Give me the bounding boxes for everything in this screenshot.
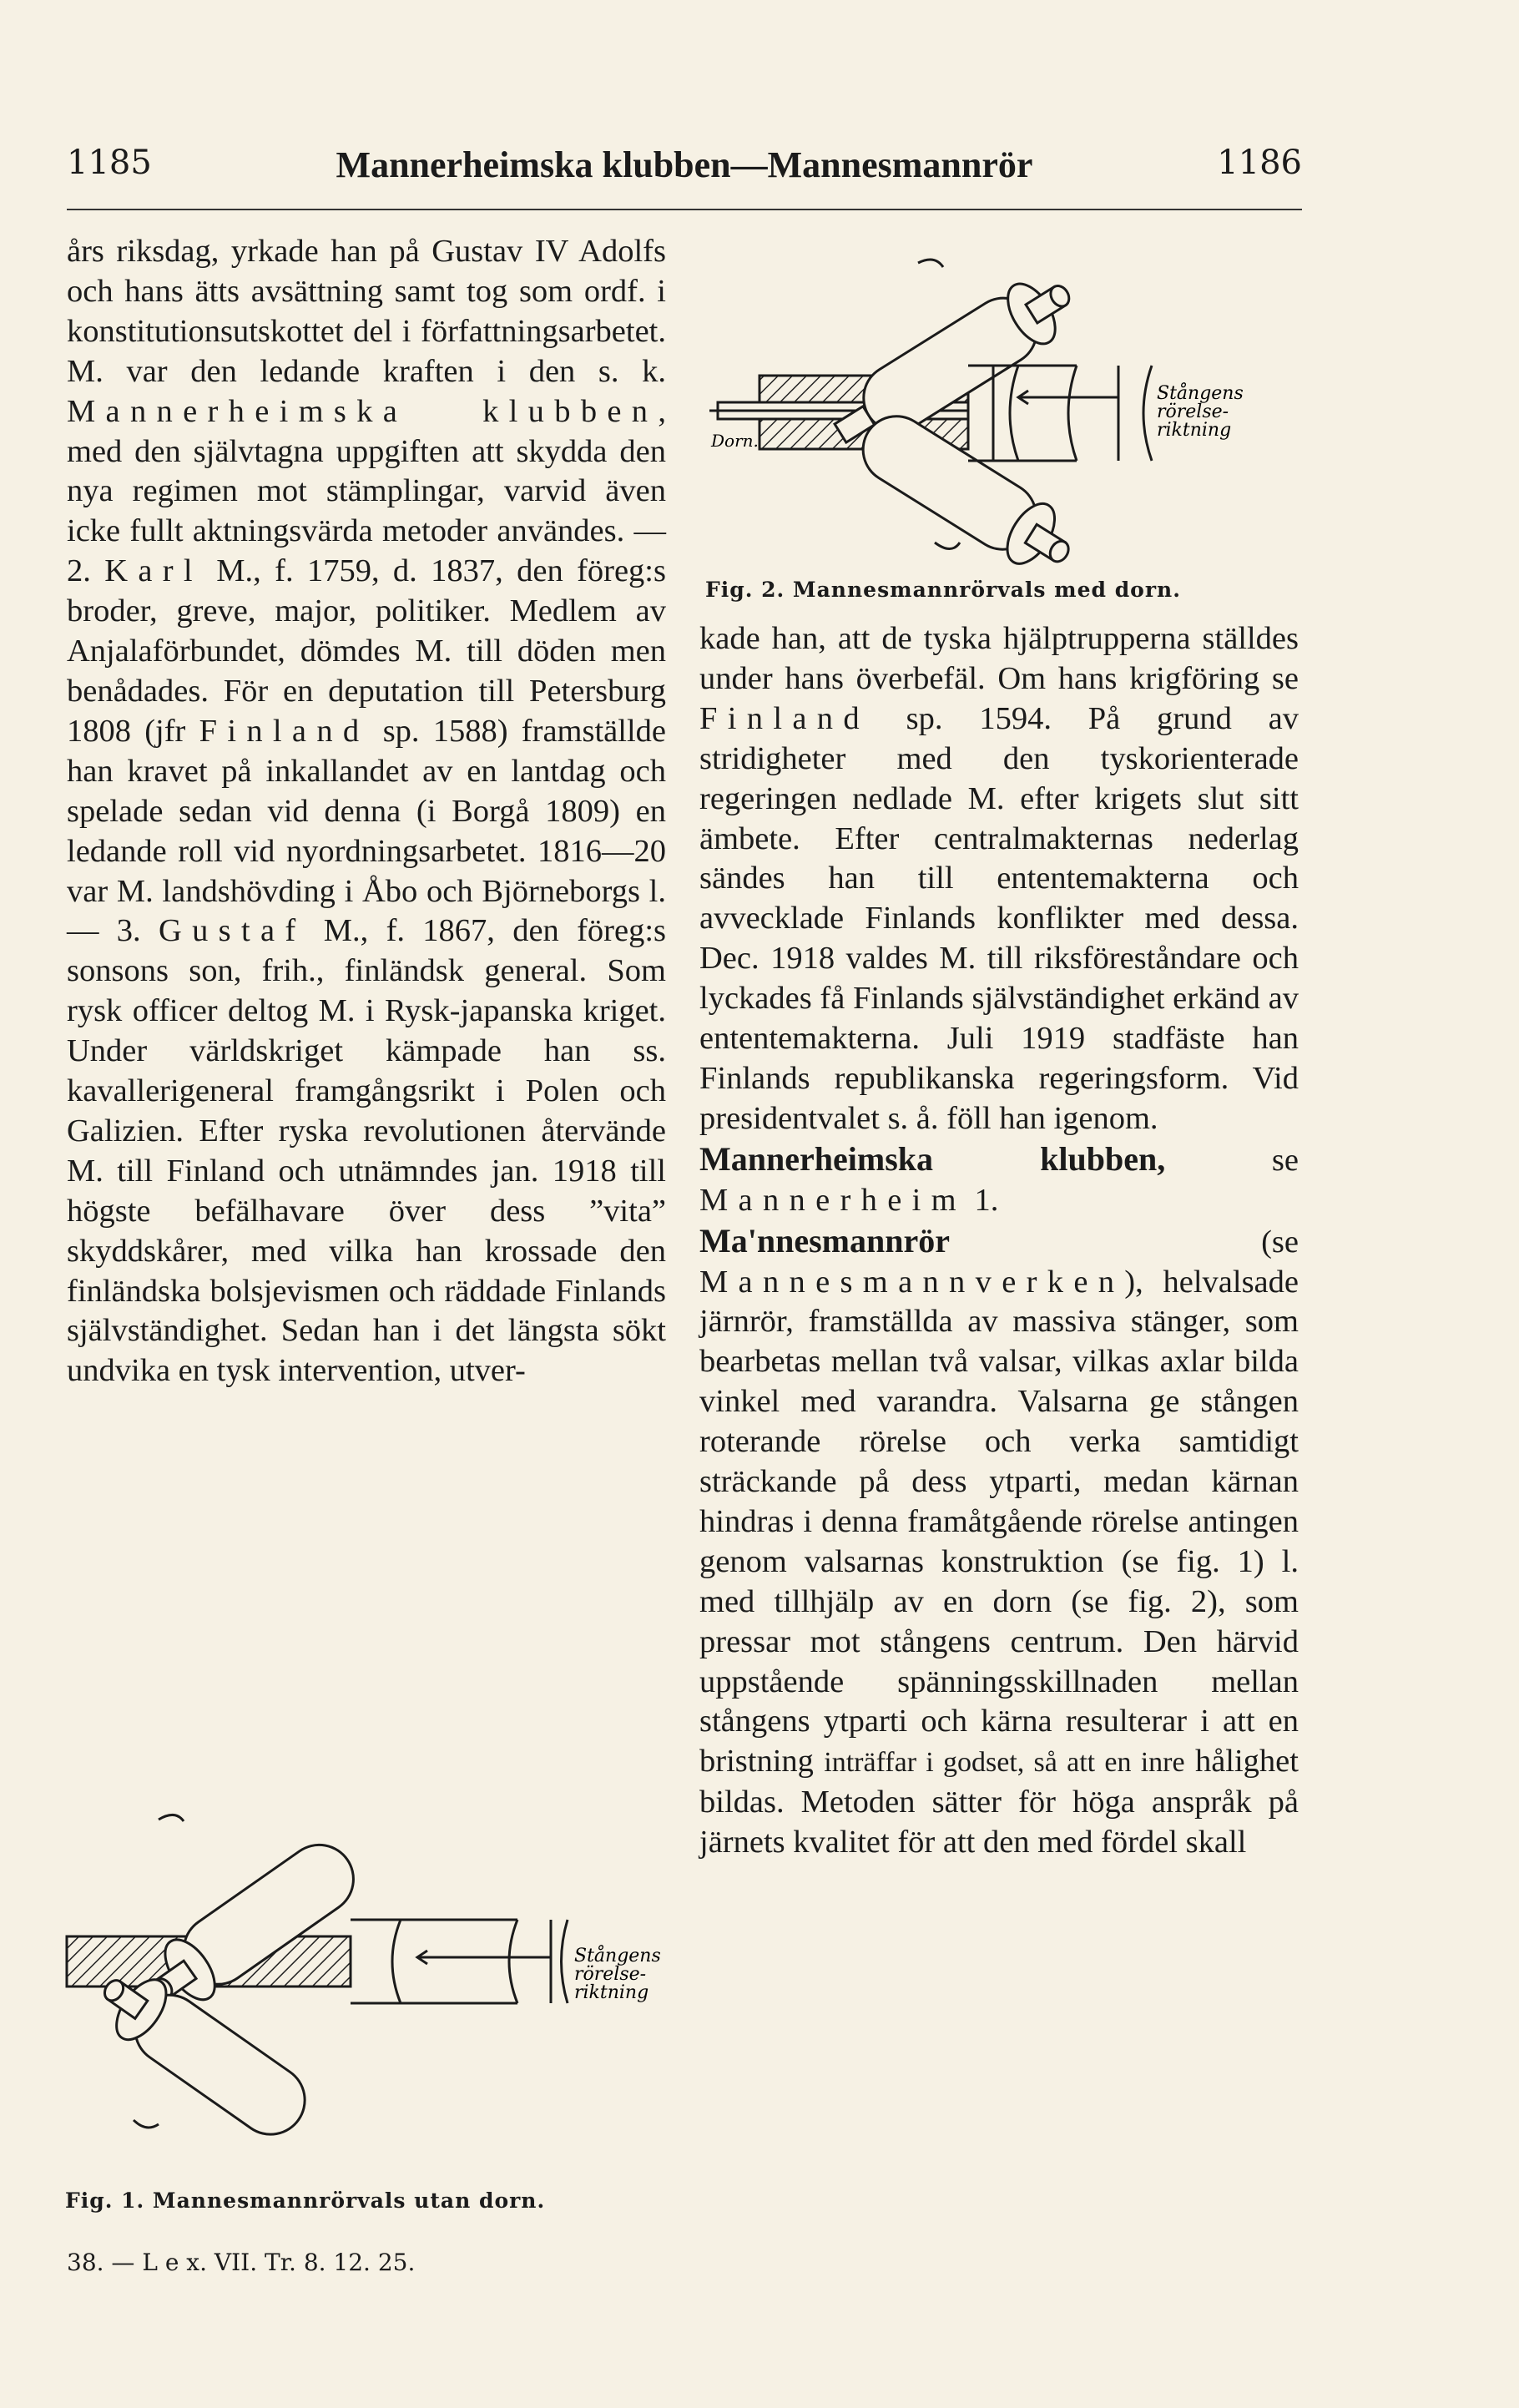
direction-label-line3: riktning bbox=[574, 1982, 649, 2003]
emphasis-gustaf: Gustaf bbox=[158, 913, 306, 949]
figure-1-diagram bbox=[50, 1795, 668, 2162]
right-paragraph-1: kade han, att de tyska hjälptrupperna ställdes under hans överbefäl. Om hans krigföring se Finland sp. 1594. På grund av stridigheter med den tyskorienterade regeringen nedlade M. efter krigets slut sitt ämbete. Efter centralmakternas nederlag sändes han till ententemakterna och avvecklade Finlands konflikter med dessa. Dec. 1918 valdes M. till riksföreståndare och lyckades få Finlands självständighet erkänd av ententemakterna. Juli 1919 stadfäste han Finlands republikanska regeringsform. Vid presidentvalet s. å. föll han igenom. bbox=[699, 621, 1299, 1136]
figure-1-caption: Fig. 1. Mannesmannrörvals utan dorn. bbox=[65, 2188, 546, 2213]
direction-label-line1: Stångens bbox=[574, 1946, 661, 1966]
entry-mannerheimska-klubben: Mannerheimska klubben, se Mannerheim 1. bbox=[699, 1139, 1299, 1218]
ref-mannerheim: Mannerheim bbox=[699, 1182, 966, 1218]
figure-2-diagram bbox=[684, 242, 1319, 568]
direction-label-line1: Stångens bbox=[1157, 383, 1244, 404]
emphasis-karl: Karl bbox=[104, 553, 203, 589]
right-column bbox=[699, 619, 1299, 1863]
running-title: Mannerheimska klubben—Mannesmannrör bbox=[336, 144, 1033, 185]
printer-footer: 38. — L e x. VII. Tr. 8. 12. 25. bbox=[67, 2249, 416, 2276]
page-number-left: 1185 bbox=[67, 144, 152, 182]
direction-label-line3: riktning bbox=[1157, 420, 1232, 441]
emphasis-mannerheimska-klubben: Mannerheimska klubben bbox=[67, 393, 659, 429]
page-header bbox=[67, 144, 1302, 202]
emphasis-finland-right: Finland bbox=[699, 700, 870, 736]
page-number-right: 1186 bbox=[1217, 144, 1302, 182]
header-rule bbox=[67, 209, 1302, 210]
direction-label-line2: rörelse- bbox=[1157, 401, 1229, 422]
figure-2-caption: Fig. 2. Mannesmannrörvals med dorn. bbox=[705, 578, 1181, 602]
dorn-label: Dorn. bbox=[711, 431, 759, 451]
left-paragraph: års riksdag, yrkade han på Gustav IV Adolfs och hans ätts avsättning samt tog som ordf. i konstitutionsutskottet del i författningsarbetet. M. var den ledande kraften i den s. k. Mannerheimska klubben, med den självtagna uppgiften att skydda den nya regimen mot stämplingar, varvid även icke fullt aktningsvärda metoder användes. — 2. Karl M., f. 1759, d. 1837, den föreg:s broder, greve, major, politiker. Medlem av Anjalaförbundet, dömdes M. till döden men benådades. För en deputation till Petersburg 1808 (jfr Finland sp. 1588) framställde han kravet på inkallandet av en lantdag och spelade sedan vid denna (i Borgå 1809) en ledande roll vid nyordningsarbetet. 1816—20 var M. landshövding i Åbo och Björneborgs l. — 3. Gustaf M., f. 1867, den föreg:s sonsons son, frih., finländsk general. Som rysk officer deltog M. i Rysk-japanska kriget. Under världskriget kämpade han ss. kavallerigeneral framgångsrikt i Polen och Galizien. Efter ryska revolutionen återvände M. till Finland och utnämndes jan. 1918 till högste befälhavare över dess ”vita” skyddskårer, med vilka han krossade den finländska bolsjevismen och räddade Finlands självständighet. Sedan han i det längsta sökt undvika en tysk intervention, utver- bbox=[67, 234, 666, 1389]
ref-mannesmannverken: Mannesmannverken bbox=[699, 1264, 1125, 1300]
emphasis-finland: Finland bbox=[199, 713, 370, 749]
entry-mannesmannror: Ma'nnesmannrör (se Mannesmannverken), helvalsade järnrör, framställda av massiva stänger, som bearbetas mellan två valsar, vilkas axlar bilda vinkel med varandra. Valsarna ge stången roterande rörelse och verka samtidigt sträckande på dess ytparti, medan kärnan hindras i denna framåtgående rörelse antingen genom valsarnas konstruktion (se fig. 1) l. med tillhjälp av en dorn (se fig. 2), som pressar mot stångens centrum. Den härvid uppstående spänningsskillnaden mellan stångens ytparti och kärna resulterar i att en bristning inträffar i godset, så att en inre hålighet bildas. Metoden sätter för höga anspråk på järnets kvalitet för att den med fördel skall bbox=[699, 1221, 1299, 1860]
direction-label-line2: rörelse- bbox=[574, 1964, 647, 1985]
left-column bbox=[67, 232, 666, 1391]
headword-mannesmannror: Ma'nnesmannrör bbox=[699, 1221, 950, 1260]
headword-mannerheimska-klubben: Mannerheimska klubben, bbox=[699, 1139, 1166, 1178]
